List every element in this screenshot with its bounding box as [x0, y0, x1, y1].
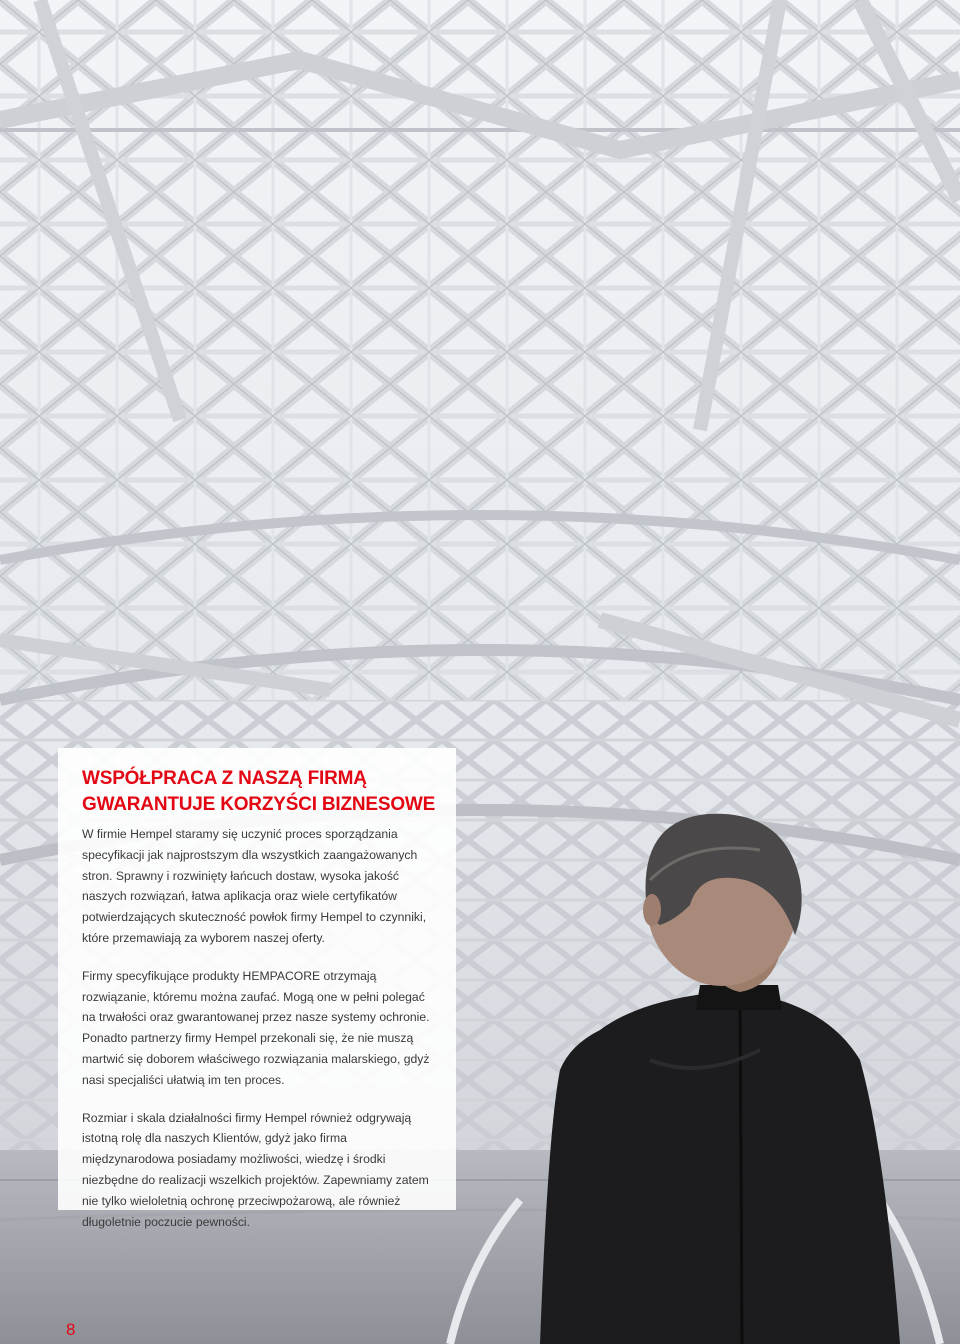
section-heading: [82, 766, 440, 818]
paragraph-hempacore: Firmy specyfikujące produkty HEMPACORE otrzymają rozwiązanie, któremu można zaufać. Mogą one w pełni polegać na trwałości oraz gwarantowanej przez nasze systemy ochronie. Ponadto partnerzy firmy Hempel przekonali się, że nie muszą martwić się doborem właściwego rozwiązania malarskiego, gdyż nasi specjaliści ułatwią im ten proces.: [82, 968, 430, 1087]
heading-line-2: GWARANTUJE KORZYŚCI BIZNESOWE: [82, 794, 436, 815]
paragraph-scale: Rozmiar i skala działalności firmy Hempel również odgrywają istotną rolę dla naszych Klientów, gdyż jako firma międzynarodowa posiadamy możliwości, wiedzę i środki niezbędne do realizacji wszelkich projektów. Zapewniamy zatem nie tylko wieloletnią ochronę przeciwpożarową, ale również długoletnie poczucie pewności.: [82, 1110, 429, 1229]
paragraph-intro: W firmie Hempel staramy się uczynić proces sporządzania specyfikacji jak najprostszym dla wszystkich zaangażowanych stron. Sprawny i rozwinięty łańcuch dostaw, wysoka jakość naszych rozwiązań, łatwa aplikacja oraz wiele certyfikatów potwierdzających skuteczność powłok firmy Hempel to czynniki, które przemawiają za wyborem naszej oferty.: [82, 827, 427, 945]
heading-line-1: WSPÓŁPRACA Z NASZĄ FIRMĄ: [82, 768, 367, 789]
page-number: 8: [66, 1320, 76, 1339]
text-panel: [58, 748, 456, 1229]
